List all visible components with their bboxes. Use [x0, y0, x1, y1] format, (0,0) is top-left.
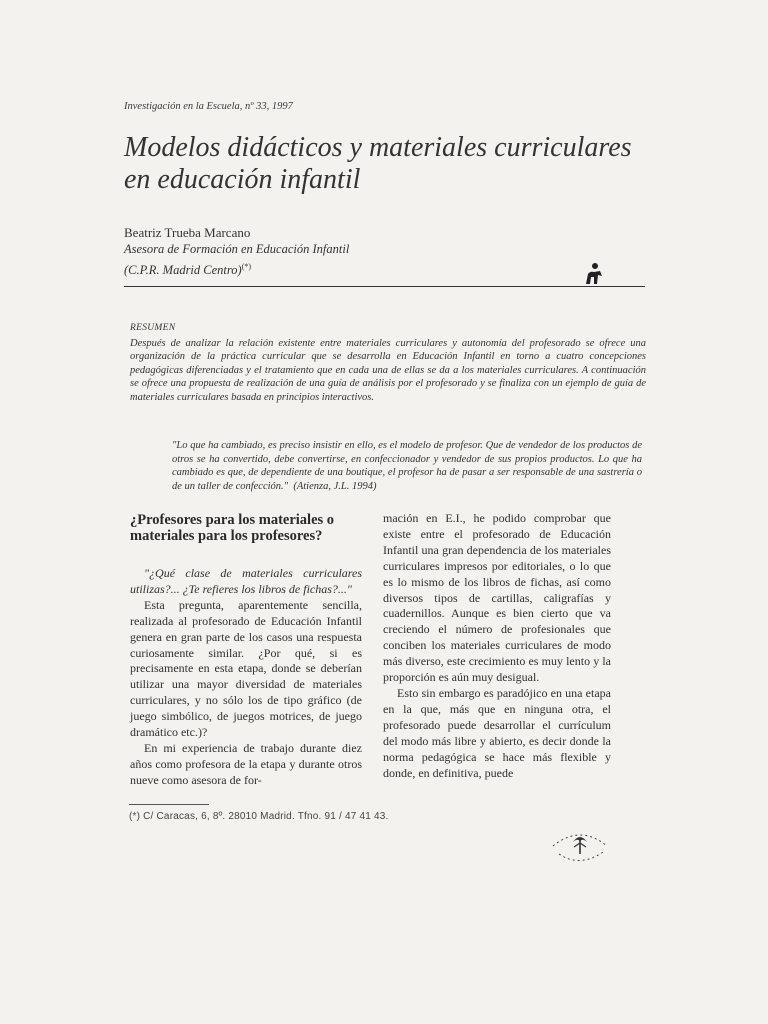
person-reading-icon — [582, 262, 606, 286]
author-name: Beatriz Trueba Marcano — [124, 225, 251, 240]
column-right — [383, 511, 611, 781]
paragraph: mación en E.I., he podido comprobar que existe entre el profesorado de Educación Infantil una gran dependencia de los materiales curriculares impresos por editoriales, o lo que es lo mismo de los libros de fichas, así como diversos tipos de cartillas, caligrafías y cuadernillos. Aunque es bien cierto que va creciendo el número de profesionales que conciben los materiales curriculares de modo más diverso, este crecimiento es muy lento y la proporción es aún muy desigual. — [383, 511, 611, 685]
journal-header: Investigación en la Escuela, nº 33, 1997 — [124, 101, 293, 112]
paragraph: En mi experiencia de trabajo durante diez años como profesora de la etapa y durante otros nueve como asesora de for- — [130, 740, 362, 787]
affiliation-footnote-mark: (*) — [241, 262, 252, 271]
affiliation-center: (C.P.R. Madrid Centro) — [124, 263, 242, 278]
paragraph: Esta pregunta, aparentemente sencilla, realizada al profesorado de Educación Infantil genera en gran parte de los casos una respuesta curiosamente similar. ¿Por qué, si es precisamente en esta etapa, donde se deberían utilizar una mayor diversidad de materiales curriculares, y no sólo los de tipo gráfico (de juego simbólico, de juegos motrices, de juego dramático etc.)? — [130, 597, 362, 740]
abstract-label: RESUMEN — [130, 323, 176, 333]
column-left — [130, 566, 362, 789]
epigraph-text: "Lo que ha cambiado, es preciso insistir en ello, es el modelo de profesor. Que de vendedor de los productos de otros se ha convertido, debe convertirse, en confeccionador y vendedor de sus propios productos. Lo que ha cambiado es que, de dependiente de una boutique, el profesor ha de pasar a ser responsable de una sastrería o de un taller de confección." — [172, 440, 642, 492]
epigraph — [172, 439, 642, 493]
section-heading: ¿Profesores para los materiales o materiales para los profesores? — [130, 512, 335, 544]
affiliation-line-1: Asesora de Formación en Educación Infantil — [124, 242, 350, 256]
author-affiliation — [124, 241, 524, 279]
paragraph: Esto sin embargo es paradójico en una etapa en la que, más que en ninguna otra, el profesorado puede desarrollar el currículum del modo más libre y abierto, es decir donde la norma pedagógica se hace más flexible y donde, en definitiva, puede — [383, 685, 611, 780]
title-divider — [124, 286, 645, 287]
affiliation-line-2 — [124, 258, 524, 279]
tree-seal-icon — [545, 828, 615, 868]
abstract-text: Después de analizar la relación existente entre materiales curriculares y autonomía del profesorado se ofrece una organización de la práctica curricular que se desarrolla en Educación Infantil en torno a cuatro concepciones pedagógicas diferenciadas y el tratamiento que en cada una de ellas se da a los materiales curriculares. A continuación se ofrece una propuesta de realización de una guía de análisis por el profesorado y se finaliza con un ejemplo de guía de materiales curriculares basada en principios interactivos. — [130, 338, 646, 403]
footnote: (*) C/ Caracas, 6, 8º. 28010 Madrid. Tfno. 91 / 47 41 43. — [129, 811, 389, 822]
footnote-divider — [129, 804, 209, 805]
article-title: Modelos didácticos y materiales curriculares en educación infantil — [124, 132, 632, 195]
epigraph-source: (Atienza, J.L. 1994) — [293, 480, 377, 492]
lead-quote: "¿Qué clase de materiales curriculares utilizas?... ¿Te refieres los libros de fichas?..." — [130, 566, 362, 596]
